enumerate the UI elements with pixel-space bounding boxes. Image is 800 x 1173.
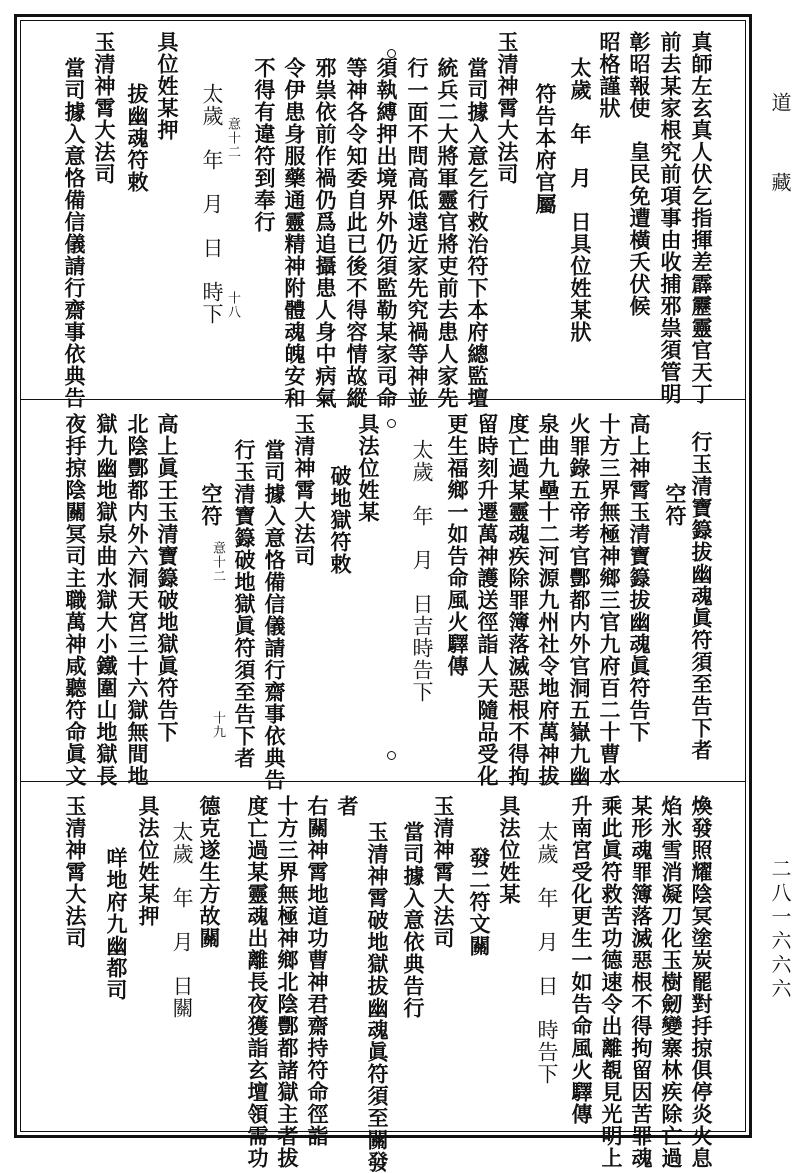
- text-column: 火罪錄五帝考官酆都内外官洞五嶽九幽: [567, 413, 592, 787]
- text-column: 乘此眞符救苦功德速令出離覩見光明上: [599, 795, 624, 1169]
- text-column: 度亡過某靈魂疾除罪簿落滅惡根不得拘: [506, 413, 531, 787]
- text-column: 更生福鄉一如告命風火驛傳: [445, 413, 470, 677]
- text-column: 前去某家根究前項事由收捕邪祟須管明: [658, 31, 683, 405]
- text-column: 北陰酆都内外六洞天宮三十六獄無間地: [125, 413, 150, 787]
- text-column: 獄九幽地獄泉曲水獄大小鐵圍山地獄長: [94, 413, 119, 787]
- text-column: 邪祟依前作禍仍爲追攝患人身中病氣: [313, 57, 338, 409]
- text-column: 十方三界無極神鄉三官九府百二十曹水: [597, 413, 622, 787]
- annotation-note: 十八: [225, 291, 240, 319]
- text-column: 當司據入意乞行救治符下本府總監壇: [465, 57, 490, 409]
- text-column: 空符: [663, 483, 688, 527]
- text-column: 某形魂罪簿落滅惡根不得拘留因苦罪魂: [629, 795, 654, 1169]
- text-column: 升南宮受化更生一如告命風火驛傳: [569, 795, 594, 1125]
- text-column: 行玉清寶籙拔幽魂眞符須至告下者: [689, 431, 714, 761]
- text-column: 德克遂生方故關: [197, 795, 222, 949]
- canon-title: 道藏: [768, 92, 792, 252]
- annotation-note: 意十二: [210, 541, 225, 583]
- text-column: 具法位姓某: [497, 795, 522, 905]
- text-column: 泉曲九壘十二河源九州社令地府萬神拔: [536, 413, 561, 787]
- text-column: 空符: [199, 483, 224, 527]
- text-column: 彰昭報使 皇民免遭橫夭伏候: [627, 31, 652, 317]
- text-column: 破地獄符敕: [328, 465, 353, 575]
- text-column: 符告本府官屬: [533, 83, 558, 215]
- text-column: 高上眞王玉清寶籙破地獄眞符告下: [155, 413, 180, 743]
- text-column: 行玉清寶籙破地獄眞符須至告下者: [232, 439, 257, 769]
- text-column: 不得有違符到奉行: [252, 57, 277, 233]
- text-column: 拔幽魂符敕: [125, 83, 150, 193]
- text-column: 太歲 年 月 日 時告下: [535, 821, 559, 1085]
- text-column: 太歲 年 月 日關: [170, 821, 194, 1019]
- text-column: 須執縛押出境界外仍須監勒某家司命: [374, 57, 399, 409]
- page-frame-inner: [20, 20, 746, 1173]
- annotation-note: 十九: [210, 711, 225, 739]
- text-column: 玉清神霄大法司: [292, 413, 317, 567]
- text-column: 昭格謹狀: [597, 31, 622, 119]
- text-column: 焰氷雪消凝刀化玉樹劒變寨林疾除亡過: [659, 795, 684, 1169]
- text-column: 右關神霄地道功曹神君齋持符命徑詣: [305, 795, 330, 1147]
- text-column: 煥發照耀陰冥塗炭罷對抙掠俱停炎火息: [689, 795, 714, 1169]
- text-column: 具法位姓某押: [136, 795, 161, 927]
- text-column: 行一面不問高低遠近家先究禍等神並: [405, 57, 430, 409]
- text-column: 發二符文關: [467, 847, 492, 957]
- text-column: 等神各令知委自此已後不得容情故縱: [344, 57, 369, 409]
- text-column: 具法位姓某: [356, 413, 381, 523]
- text-column: 玉清神霄大法司: [431, 795, 456, 949]
- text-column: 者: [335, 795, 360, 817]
- punctuation-circle: [387, 751, 396, 760]
- text-column: 具位姓某押: [155, 31, 180, 141]
- annotation-note: 意十二: [225, 117, 240, 159]
- text-column: 玉清神霄大法司: [63, 795, 88, 949]
- punctuation-circle: [387, 377, 396, 386]
- text-column: 留時刻升遷萬神護送徑詣人天隨品受化: [475, 413, 500, 787]
- text-column: 高上神霄玉清寶籙拔幽魂眞符告下: [627, 413, 652, 743]
- text-column: 度亡過某靈魂出離長夜獲詣玄壇領需功: [245, 795, 270, 1169]
- text-column: 太歲 年 月 日具位姓某狀: [568, 57, 593, 343]
- text-column: 當司據入意依典告行: [401, 821, 426, 1019]
- text-column: 真師左玄真人伏乞指揮差霹靂靈官天丁: [689, 31, 714, 405]
- text-column: 太歲 年 月 日吉時告下: [410, 439, 434, 703]
- text-column: 玉清神霄大法司: [92, 31, 117, 185]
- text-column: 十方三界無極神鄉北陰酆都諸獄主者拔: [275, 795, 300, 1169]
- text-column: 夜抙掠陰關冥司主職萬神咸聽符命眞文: [63, 413, 88, 787]
- punctuation-circle: [357, 377, 366, 386]
- punctuation-circle: [387, 49, 396, 58]
- text-column: 統兵二大將軍靈官將吏前去患人家先: [435, 57, 460, 409]
- text-column: 令伊患身服藥通靈精神附體魂魄安和: [282, 57, 307, 409]
- page-number: 二八一六六六: [768, 858, 792, 1002]
- text-column: 玉清神霄破地獄拔幽魂眞符須至關發: [365, 821, 390, 1173]
- page-frame: [14, 14, 752, 1173]
- text-column: 當司據入意恪備信儀請行齋事依典告: [262, 439, 287, 791]
- text-column: 太歲 年 月 日 時下: [200, 83, 224, 325]
- text-column: 玉清神霄大法司: [495, 31, 520, 185]
- text-column: 咩地府九幽都司: [104, 847, 129, 1001]
- punctuation-circle: [387, 419, 396, 428]
- text-column: 當司據入意恪備信儀請行齋事依典告: [62, 57, 87, 409]
